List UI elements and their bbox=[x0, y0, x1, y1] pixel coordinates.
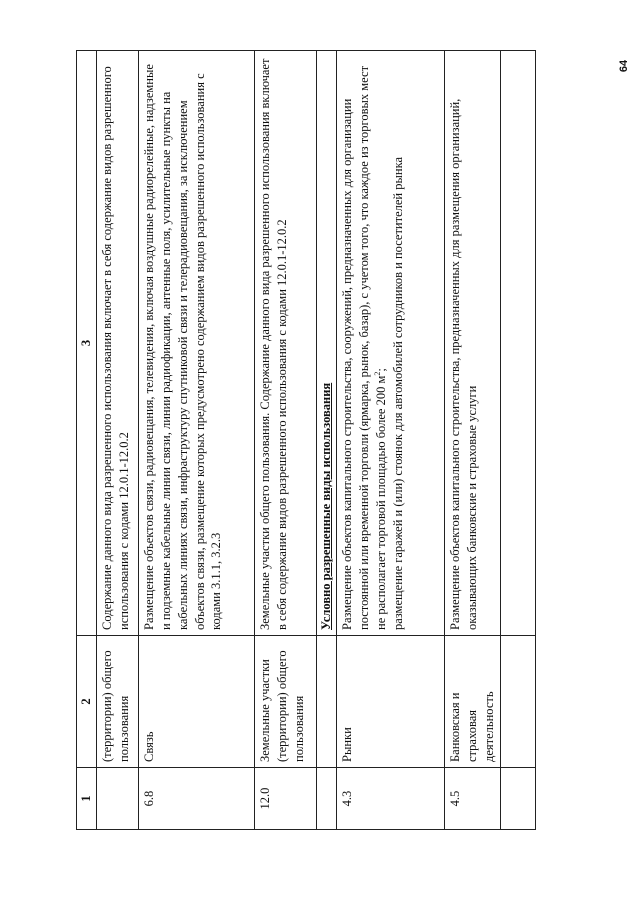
row-code bbox=[96, 768, 138, 830]
row-name: (территории) общего пользования bbox=[96, 636, 138, 768]
row-code: 12.0 bbox=[254, 768, 316, 830]
section-blank-cell bbox=[316, 636, 336, 768]
description-text: размещение гаражей и (или) стоянок для автомобилей сотрудников и посетителей рынка bbox=[390, 156, 405, 630]
row-name: Рынки bbox=[336, 636, 444, 768]
row-code: 6.8 bbox=[138, 768, 254, 830]
section-header-row bbox=[316, 51, 336, 830]
row-code: 4.3 bbox=[336, 768, 444, 830]
header-col-3: 3 bbox=[77, 51, 97, 636]
section-blank-cell bbox=[316, 768, 336, 830]
row-name: Банковская и страховая деятельность bbox=[444, 636, 500, 768]
table-row bbox=[254, 51, 316, 830]
superscript: 2 bbox=[372, 371, 382, 376]
land-use-table-wrapper bbox=[76, 50, 536, 830]
table-row bbox=[336, 51, 444, 830]
empty-cell bbox=[500, 51, 535, 636]
row-name: Земельные участки (территории) общего пользования bbox=[254, 636, 316, 768]
table-row bbox=[96, 51, 138, 830]
row-description: Размещение объектов связи, радиовещания, телевидения, включая воздушные радиорелейные, надземные и подземные кабельные линии связи, линии радиофикации, антенные поля, усилительные пункты на кабельных линиях связи, инфраструктуру спутниковой связи и телерадиовещания, за исключением объектов связи, размещение которых предусмотрено содержанием видов разрешенного использования с кодами 3.1.1, 3.2.3 bbox=[138, 51, 254, 636]
table-header-row bbox=[77, 51, 97, 830]
section-title: Условно разрешенные виды использования bbox=[316, 51, 336, 636]
row-name: Связь bbox=[138, 636, 254, 768]
description-text: ; bbox=[373, 368, 388, 372]
empty-cell bbox=[500, 636, 535, 768]
land-use-table bbox=[76, 50, 536, 830]
row-description: Содержание данного вида разрешенного использования включает в себя содержание видов разрешенного использования с кодами 12.0.1-12.0.2 bbox=[96, 51, 138, 636]
empty-cell bbox=[500, 768, 535, 830]
table-row-empty bbox=[500, 51, 535, 830]
table-row bbox=[138, 51, 254, 830]
header-col-1: 1 bbox=[77, 768, 97, 830]
page-number: 64 bbox=[617, 59, 630, 73]
header-col-2: 2 bbox=[77, 636, 97, 768]
row-code: 4.5 bbox=[444, 768, 500, 830]
row-description: Земельные участки общего пользования. Содержание данного вида разрешенного использования включает в себя содержание видов разрешенного использования с кодами 12.0.1-12.0.2 bbox=[254, 51, 316, 636]
row-description bbox=[336, 51, 444, 636]
description-text: Размещение объектов капитального строительства, сооружений, предназначенных для организации постоянной или временной торговли (ярмарка, рынок, базар), с учетом того, что каждое из торговых мест не располагает торговой площадью более 200 м bbox=[339, 65, 388, 630]
row-description: Размещение объектов капитального строительства, предназначенных для размещения организаций, оказывающих банковские и страховые услуги bbox=[444, 51, 500, 636]
table-row bbox=[444, 51, 500, 830]
